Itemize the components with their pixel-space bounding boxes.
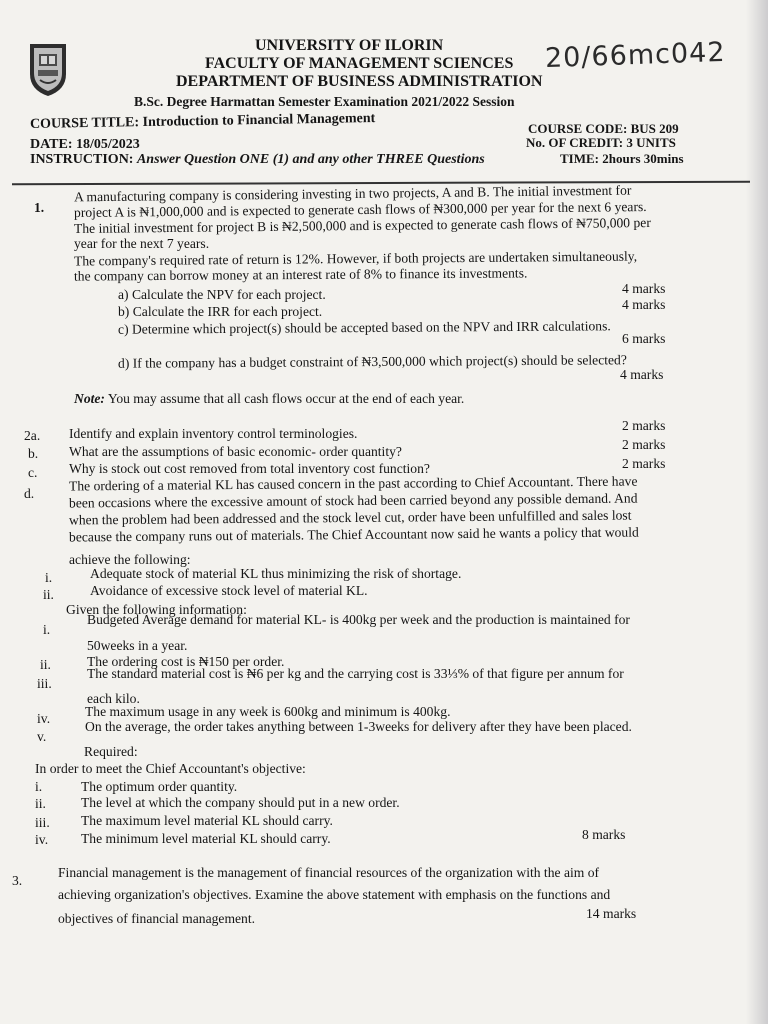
q2d-line-4: because the company runs out of materials. The Chief Accountant now said he wants a policy that would [68,524,639,545]
q2d-line-5: achieve the following: [69,552,191,567]
q2-required-4-number: iv. [35,832,49,847]
q2-objective-2: Avoidance of excessive stock level of material KL. [90,583,368,598]
q1-note [74,391,464,407]
q1-b-marks: 4 marks [622,297,666,312]
q3-line-1: Financial management is the management of financial resources of the organization with the aim of [58,865,600,880]
q2-given-5: On the average, the order takes anything between 1-3weeks for delivery after they have been placed. [85,719,632,734]
instruction-text: Answer Question ONE (1) and any other THREE Questions [136,152,485,167]
q2a-number: 2a. [24,428,41,443]
instruction-label: INSTRUCTION: [30,152,134,167]
instruction [30,152,485,168]
q2-required-2: The level at which the company should put in a new order. [81,795,400,810]
q3-line-2: achieving organization's objectives. Examine the above statement with emphasis on the functions and [58,887,611,902]
q2-required-1-number: i. [35,779,43,794]
q2-given-4-number: iv. [37,711,51,726]
department-name: DEPARTMENT OF BUSINESS ADMINISTRATION [176,73,543,90]
exam-session: B.Sc. Degree Harmattan Semester Examination 2021/2022 Session [134,94,515,109]
q1-number: 1. [34,200,45,215]
q1-line-3: The initial investment for project B is ₦2,500,000 and is expected to generate cash flows of ₦750,000 per [73,214,651,237]
handwritten-student-id: 20/66mc042 [544,36,726,75]
header-divider [12,181,750,185]
q2-given-3-number: iii. [37,676,52,691]
exam-time: TIME: 2hours 30mins [560,151,684,166]
q2-given-2: The ordering cost is ₦150 per order. [87,654,285,669]
q2d-line-3: when the problem had been addressed and the stock level cut, order have been unfulfilled and sales lost [68,507,632,528]
q1-note-text: You may assume that all cash flows occur at the end of each year. [107,391,465,406]
q1-line-1: A manufacturing company is considering investing in two projects, A and B. The initial investment for [73,182,632,205]
faculty-name: FACULTY OF MANAGEMENT SCIENCES [205,55,514,72]
q2-objective-2-number: ii. [43,587,54,602]
q1-line-2: project A is ₦1,000,000 and is expected to generate cash flows of ₦300,000 per year for the next 6 years. [73,199,647,220]
q2d-line-2: been occasions where the excessive amount of stock had been carried beyond any possible demand. And [68,490,638,511]
q2d-number: d. [24,486,35,501]
q2a-marks: 2 marks [622,418,666,433]
q2b-marks: 2 marks [622,437,666,452]
q2c-marks: 2 marks [622,456,666,471]
q1-line-5: The company's required rate of return is 12%. However, if both projects are undertaken simultaneously, [73,248,638,269]
q2d-line-1: The ordering of a material KL has caused concern in the past according to Chief Accountant. There have [68,473,638,494]
university-name: UNIVERSITY OF ILORIN [255,37,444,54]
q2-required-3: The maximum level material KL should carry. [81,813,333,828]
q2-required-3-number: iii. [35,815,50,830]
q2-objective-1-number: i. [45,570,53,585]
q1-part-d: d) If the company has a budget constraint of ₦3,500,000 which project(s) should be selected? [117,352,627,371]
page-edge-shadow [746,0,768,1024]
q2-objective-1: Adequate stock of material KL thus minimizing the risk of shortage. [90,566,462,581]
q1-line-4: year for the next 7 years. [74,236,210,251]
q1-d-marks: 4 marks [620,367,664,382]
q2b-number: b. [28,446,39,461]
q2-given-4: The maximum usage in any week is 600kg and minimum is 400kg. [85,704,451,719]
q2-given-1-number: i. [43,622,51,637]
q2-required-intro: In order to meet the Chief Accountant's objective: [35,761,306,776]
course-code: COURSE CODE: BUS 209 [528,121,679,136]
q1-part-a: a) Calculate the NPV for each project. [118,287,326,302]
q3-line-3: objectives of financial management. [58,911,256,926]
q3-marks: 14 marks [586,906,637,921]
q2-given-5-number: v. [37,729,47,744]
q2-required-2-number: ii. [35,796,46,811]
q2-given-intro: Given the following information: [66,602,247,617]
q2-given-3-line-1: The standard material cost is ₦6 per kg and the carrying cost is 33⅓% of that figure per annum for [87,666,624,681]
q2-given-2-number: ii. [40,657,51,672]
q2-required-label: Required: [84,744,138,759]
q2c-number: c. [28,465,38,480]
q1-line-6: the company can borrow money at an interest rate of 8% to finance its investments. [73,265,528,284]
q2c-text: Why is stock out cost removed from total inventory cost function? [69,461,430,476]
exam-date: DATE: 18/05/2023 [30,137,140,152]
university-crest-logo [26,40,70,98]
q2d-marks: 8 marks [582,827,626,842]
q1-part-c: c) Determine which project(s) should be accepted based on the NPV and IRR calculations. [117,318,611,337]
q2b-text: What are the assumptions of basic economic- order quantity? [69,444,402,459]
q1-a-marks: 4 marks [622,281,666,296]
q2-given-1-line-2: 50weeks in a year. [87,638,188,653]
course-title: COURSE TITLE: Introduction to Financial Management [29,110,376,133]
q3-number: 3. [12,873,23,888]
q2-required-4: The minimum level material KL should carry. [81,831,331,846]
q1-c-marks: 6 marks [622,331,666,346]
credit-units: No. OF CREDIT: 3 UNITS [526,135,676,150]
q2-given-1-line-1: Budgeted Average demand for material KL- is 400kg per week and the production is maintained for [87,612,630,627]
q1-note-label: Note: [74,391,105,406]
q2-required-1: The optimum order quantity. [81,779,238,794]
q2a-text: Identify and explain inventory control terminologies. [69,426,358,441]
q1-part-b: b) Calculate the IRR for each project. [118,304,323,319]
q2-given-3-line-2: each kilo. [87,691,140,706]
